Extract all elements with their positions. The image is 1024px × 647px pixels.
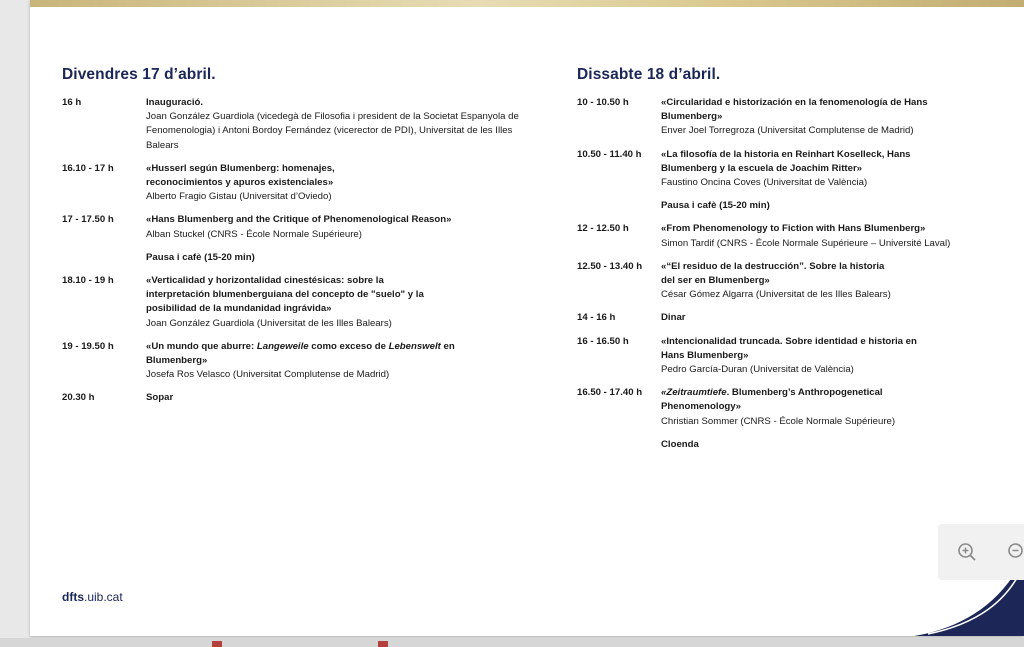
entry-time: 14 - 16 h <box>577 312 616 324</box>
entry-time: 19 - 19.50 h <box>62 340 114 352</box>
entry-title: «Un mundo que aburre: Langeweile como exceso de Lebenswelt en Blumenberg» <box>146 340 455 367</box>
saturday-column <box>577 66 1017 461</box>
entry-title: «Verticalidad y horizontalidad cinestésicas: sobre la interpretación blumenberguiana del concepto de "suelo" y la posibilidad de la mundanidad ingrávida» <box>146 275 424 315</box>
program-entry <box>577 96 1017 139</box>
program-entry <box>62 213 522 241</box>
entry-time <box>62 251 146 265</box>
program-entry <box>577 335 1017 378</box>
preview-mark <box>212 641 222 647</box>
zoom-in-icon <box>957 542 977 562</box>
zoom-out-icon <box>1007 542 1024 562</box>
footer-website-link[interactable]: dfts.uib.cat <box>62 590 123 604</box>
entry-time: 17 - 17.50 h <box>62 214 114 226</box>
entry-speaker: Pedro García-Duran (Universitat de València) <box>661 364 854 376</box>
entry-speaker: César Gómez Algarra (Universitat de les Illes Balears) <box>661 289 891 301</box>
entry-title: Sopar <box>146 392 174 404</box>
entry-speaker: Christian Sommer (CNRS - École Normale Supérieure) <box>661 415 896 427</box>
entry-title: «La filosofía de la historia en Reinhart Koselleck, Hans Blumenberg y la escuela de Joachim Ritter» <box>661 148 911 174</box>
entry-time: 16.50 - 17.40 h <box>577 387 643 399</box>
friday-column <box>62 66 522 415</box>
header-image-band <box>30 0 1024 7</box>
entry-speaker: Joan González Guardiola (vicedegà de Filosofia i president de la Societat Espanyola de Fenomenologia) i Antoni Bordoy Fernández (vicerector de PDI), Universitat de les Illes Balears <box>146 111 519 151</box>
entry-title: «Circularidad e historización en la fenomenología de Hans Blumenberg» <box>661 97 928 123</box>
program-entry <box>62 274 522 331</box>
entry-time: 12.50 - 13.40 h <box>577 260 643 272</box>
entry-time: 12 - 12.50 h <box>577 223 629 235</box>
break-label: Pausa i cafè (15-20 min) <box>661 200 770 212</box>
entry-title: «Hans Blumenberg and the Critique of Phenomenological Reason» <box>146 214 452 226</box>
preview-mark <box>378 641 388 647</box>
entry-time <box>577 199 661 213</box>
program-entry <box>62 96 522 153</box>
program-entry <box>577 386 1017 429</box>
entry-speaker: Alban Stuckel (CNRS - École Normale Supérieure) <box>146 228 362 240</box>
program-entry <box>577 260 1017 303</box>
break-label: Pausa i cafè (15-20 min) <box>146 251 255 263</box>
entry-time: 10.50 - 11.40 h <box>577 148 642 160</box>
program-entry <box>577 311 1017 325</box>
program-entry <box>577 199 1017 213</box>
zoom-out-button[interactable] <box>1002 537 1024 567</box>
entry-time: 10 - 10.50 h <box>577 97 629 108</box>
entry-title: «From Phenomenology to Fiction with Hans Blumenberg» <box>661 223 926 235</box>
entry-title: Cloenda <box>661 438 699 450</box>
entry-title: «Zeitraumtiefe. Blumenberg’s Anthropogenetical Phenomenology» <box>661 387 883 413</box>
entry-time: 16 - 16.50 h <box>577 335 629 347</box>
zoom-controls <box>938 524 1024 580</box>
entry-title: Inauguració. <box>146 97 204 108</box>
entry-title: «Intencionalidad truncada. Sobre identidad e historia en Hans Blumenberg» <box>661 335 917 361</box>
zoom-in-button[interactable] <box>952 537 982 567</box>
program-entry <box>577 222 1017 250</box>
entry-speaker: Josefa Ros Velasco (Universitat Complutense de Madrid) <box>146 369 390 381</box>
program-entry <box>62 340 522 383</box>
entry-time: 18.10 - 19 h <box>62 275 114 287</box>
entry-speaker: Enver Joel Torregroza (Universitat Complutense de Madrid) <box>661 125 914 137</box>
document-page <box>30 0 1024 636</box>
entry-time <box>577 438 661 452</box>
entry-speaker: Simon Tardif (CNRS - École Normale Supérieure – Université Laval) <box>661 237 951 249</box>
program-entry <box>577 148 1017 191</box>
saturday-heading: Dissabte 18 d’abril. <box>577 66 721 83</box>
entry-time: 20.30 h <box>62 392 95 404</box>
entry-title: «“El residuo de la destrucción”. Sobre la historia del ser en Blumenberg» <box>661 260 885 287</box>
program-entry <box>62 391 522 405</box>
entry-title: «Husserl según Blumenberg: homenajes, reconocimientos y apuros existenciales» <box>146 162 335 189</box>
entry-speaker: Alberto Fragio Gistau (Universitat d’Oviedo) <box>146 191 332 203</box>
entry-time: 16.10 - 17 h <box>62 162 114 174</box>
program-entry <box>62 251 522 265</box>
entry-title: Dinar <box>661 312 686 324</box>
friday-heading: Divendres 17 d’abril. <box>62 66 216 83</box>
entry-speaker: Joan González Guardiola (Universitat de les Illes Balears) <box>146 317 392 329</box>
program-entry <box>62 162 522 205</box>
entry-speaker: Faustino Oncina Coves (Universitat de València) <box>661 177 868 189</box>
entry-time: 16 h <box>62 97 82 108</box>
program-entry <box>577 438 1017 452</box>
next-page-preview <box>0 638 1024 647</box>
